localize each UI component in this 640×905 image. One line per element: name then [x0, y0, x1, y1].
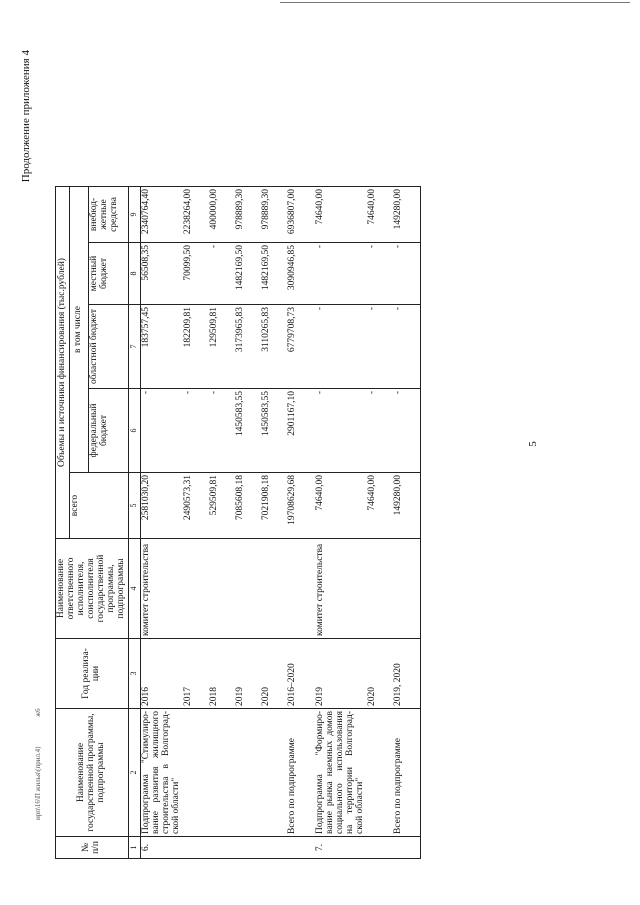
row-name: Всего по подпрограмме [393, 709, 421, 837]
header-num: № п/п [56, 837, 129, 859]
row-executor: комитет строительства [140, 539, 182, 639]
row-regional: 182209,81 [183, 305, 209, 389]
col-number: 9 [128, 187, 140, 243]
row-executor [261, 539, 287, 639]
row-number [367, 837, 393, 859]
row-number [261, 837, 287, 859]
row-offbudget: 149280,00 [393, 187, 421, 243]
row-local: - [209, 243, 235, 305]
col-number: 1 [128, 837, 140, 859]
row-name [183, 709, 209, 837]
row-regional: 3173965,83 [235, 305, 261, 389]
row-year: 2017 [183, 639, 209, 709]
col-number: 3 [128, 639, 140, 709]
row-number [287, 837, 315, 859]
funding-table [55, 186, 421, 859]
caption: Продолжение приложения 4 [20, 50, 32, 183]
table-row [261, 187, 287, 859]
row-executor [393, 539, 421, 639]
table-row [209, 187, 235, 859]
header-offbudget: внебюд-жетные средства [88, 187, 128, 243]
row-regional: 183757,45 [140, 305, 182, 389]
row-number [393, 837, 421, 859]
row-local: - [393, 243, 421, 305]
row-year: 2020 [261, 639, 287, 709]
row-regional: - [315, 305, 367, 389]
col-number: 7 [128, 305, 140, 389]
header-local: местный бюджет [88, 243, 128, 305]
row-total: 7085608,18 [235, 473, 261, 539]
row-number: 7. [315, 837, 367, 859]
row-federal: - [140, 389, 182, 473]
row-year: 2019 [235, 639, 261, 709]
row-federal: - [367, 389, 393, 473]
header-name: Наименование государственной программы, подпрограммы [56, 709, 129, 837]
row-local: - [315, 243, 367, 305]
col-number: 6 [128, 389, 140, 473]
row-offbudget: 978889,30 [235, 187, 261, 243]
row-local: 1482169,50 [235, 243, 261, 305]
row-offbudget: 74640,00 [367, 187, 393, 243]
row-total: 2581030,20 [140, 473, 182, 539]
row-name [209, 709, 235, 837]
table-row [393, 187, 421, 859]
row-executor [183, 539, 209, 639]
table-row [367, 187, 393, 859]
table-row [235, 187, 261, 859]
row-total: 19708629,68 [287, 473, 315, 539]
row-total: 74640,00 [367, 473, 393, 539]
row-total: 149280,00 [393, 473, 421, 539]
row-local: 3090946,85 [287, 243, 315, 305]
row-year: 2020 [367, 639, 393, 709]
row-year: 2016–2020 [287, 639, 315, 709]
footer-code: ж6 [34, 708, 42, 717]
row-local: 70099,50 [183, 243, 209, 305]
row-executor [209, 539, 235, 639]
col-number: 8 [128, 243, 140, 305]
header-federal: федеральный бюджет [88, 389, 128, 473]
row-executor [235, 539, 261, 639]
header-funding: Объемы и источники финансирования (тыс.рублей) [56, 187, 70, 539]
row-offbudget: 400000,00 [209, 187, 235, 243]
row-federal: 2901167,10 [287, 389, 315, 473]
table-row [140, 187, 182, 859]
row-total: 2490573,31 [183, 473, 209, 539]
header-total: всего [70, 473, 129, 539]
footer-file: ирп\16\П жилья\(прил.4) [34, 746, 42, 820]
row-federal: 1450583,55 [235, 389, 261, 473]
page-number: 5 [526, 441, 539, 447]
row-number [209, 837, 235, 859]
row-offbudget: 6936807,00 [287, 187, 315, 243]
row-federal: - [393, 389, 421, 473]
row-federal: 1450583,55 [261, 389, 287, 473]
row-regional: 6779708,73 [287, 305, 315, 389]
row-regional: - [393, 305, 421, 389]
row-offbudget: 74640,00 [315, 187, 367, 243]
header-year: Год реализа-ции [56, 639, 129, 709]
table-row [287, 187, 315, 859]
header-executor: Наименование ответственного исполнителя, соисполнителя государственной программы, подпрограммы [56, 539, 129, 639]
row-number [235, 837, 261, 859]
row-local: 56508,35 [140, 243, 182, 305]
row-name: Подпрограмма "Формиро-вание рынка наемных домов социального использования на территории Волгоград-ской области" [315, 709, 367, 837]
row-executor: комитет строительства [315, 539, 367, 639]
row-executor [367, 539, 393, 639]
row-federal: - [183, 389, 209, 473]
row-name: Подпрограмма "Стимулиро-вание развития жилищного строительства в Волгоград-ской области" [140, 709, 182, 837]
row-executor [287, 539, 315, 639]
row-regional: - [367, 305, 393, 389]
row-offbudget: 2238264,00 [183, 187, 209, 243]
header-regional: областной бюджет [88, 305, 128, 389]
row-federal: - [315, 389, 367, 473]
row-number [183, 837, 209, 859]
row-total: 7021908,18 [261, 473, 287, 539]
row-year: 2016 [140, 639, 182, 709]
table-row [315, 187, 367, 859]
row-local: 1482169,50 [261, 243, 287, 305]
row-name [235, 709, 261, 837]
header-including: в том числе [70, 187, 89, 473]
table-row [183, 187, 209, 859]
row-federal: - [209, 389, 235, 473]
row-name [367, 709, 393, 837]
row-total: 74640,00 [315, 473, 367, 539]
row-name [261, 709, 287, 837]
row-year: 2018 [209, 639, 235, 709]
row-regional: 129509,81 [209, 305, 235, 389]
row-year: 2019, 2020 [393, 639, 421, 709]
col-number: 2 [128, 709, 140, 837]
row-name: Всего по подпрограмме [287, 709, 315, 837]
row-total: 529509,81 [209, 473, 235, 539]
row-offbudget: 978889,30 [261, 187, 287, 243]
col-number: 5 [128, 473, 140, 539]
row-offbudget: 2340764,40 [140, 187, 182, 243]
table-body [140, 187, 420, 859]
col-number: 4 [128, 539, 140, 639]
row-regional: 3110265,83 [261, 305, 287, 389]
row-local: - [367, 243, 393, 305]
row-year: 2019 [315, 639, 367, 709]
row-number: 6. [140, 837, 182, 859]
